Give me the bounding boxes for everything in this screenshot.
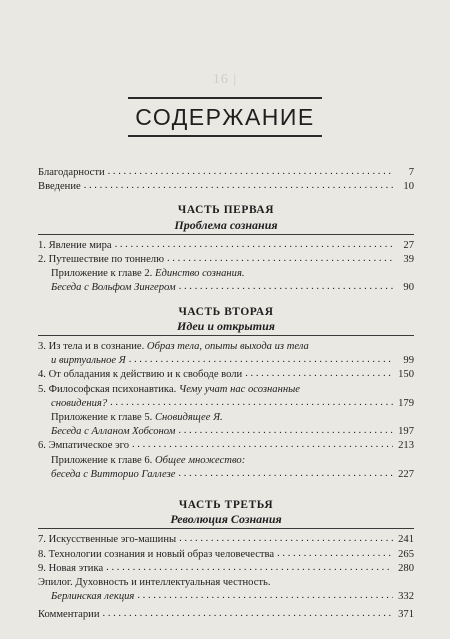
part-title: Проблема сознания [174,217,278,232]
entry-title: 9. Новая этика [38,562,104,574]
table-of-contents [38,166,414,623]
entry-title-line2 [38,590,414,604]
leader-dots [167,253,393,267]
toc-entry-comments [38,608,414,622]
entry-page: 213 [398,440,414,452]
entry-page: 332 [398,591,414,603]
entry-subtitle: сновидения? [51,397,108,409]
entry-title: Введение [38,181,81,193]
leader-dots [115,239,393,253]
leader-dots [108,166,393,180]
entry-page: 227 [398,468,414,480]
leader-dots [84,180,393,194]
part-label: ЧАСТЬ ТРЕТЬЯ [178,499,274,512]
entry-page: 27 [403,239,414,251]
entry-page: 265 [398,548,414,560]
entry-title: 4. От обладания к действию и к свободе воли [38,369,243,381]
toc-entry-ch8 [38,548,414,562]
leader-dots [106,562,393,576]
toc-entry-ch4 [38,368,414,382]
entry-prefix: 5. Философская психонавтика. [38,383,179,395]
entry-page: 10 [403,181,414,193]
part-rule [38,335,414,336]
toc-entry-epilogue [38,576,414,604]
entry-title: 7. Искусственные эго-машины [38,534,177,546]
leader-dots [110,397,393,411]
entry-page: 7 [408,167,414,178]
leader-dots [137,590,393,604]
entry-subtitle: Беседа с Вольфом Зингером [51,282,176,294]
entry-title: 1. Явление мира [38,239,112,251]
leader-dots [245,369,393,383]
part-heading-1 [38,203,414,231]
entry-page: 179 [398,397,414,409]
entry-title: 8. Технологии сознания и новый образ человечества [38,548,275,560]
entry-subtitle: беседа с Витторио Галлезе [51,468,176,480]
toc-entry-ch7 [38,533,414,547]
entry-page: 39 [403,254,414,266]
entry-title-line1 [51,454,414,468]
title-rule-bottom [128,135,322,137]
entry-title-line1 [51,411,414,425]
entry-page: 99 [403,355,414,367]
page-title: СОДЕРЖАНИЕ [135,104,315,130]
entry-page: 371 [398,609,414,621]
leader-dots [277,548,393,562]
entry-title-line2 [51,281,414,295]
entry-title-line2 [38,354,414,368]
entry-page: 241 [398,534,414,546]
entry-title-line1 [38,383,414,397]
toc-entry-acknowledgements [38,166,414,180]
entry-subtitle: Беседа с Алланом Хобсоном [51,426,176,438]
entry-subtitle: Берлинская лекция [51,591,135,603]
leader-dots [178,425,393,439]
entry-page: 197 [398,426,414,438]
toc-entry-appendix-ch2 [38,267,414,295]
entry-title-line1 [38,340,414,354]
toc-entry-appendix-ch5 [38,411,414,439]
part-title: Идеи и открытия [177,318,275,333]
toc-entry-ch5 [38,383,414,411]
leader-dots [103,609,393,623]
leader-dots [129,354,393,368]
entry-title-line2 [38,397,414,411]
entry-title-line2 [51,468,414,482]
toc-entry-ch3 [38,340,414,368]
title-block [128,97,322,137]
entry-title: Благодарности [38,167,105,178]
toc-entry-appendix-ch6 [38,454,414,482]
part-heading-3 [38,498,414,526]
entry-page: 150 [398,369,414,381]
entry-italic-title: Сновидящее Я. [154,412,223,424]
entry-prefix: Приложение к главе 2. [51,268,155,280]
part-label: ЧАСТЬ ВТОРАЯ [178,305,274,318]
leader-dots [178,468,393,482]
part-title: Революция Сознания [170,512,282,527]
toc-entry-introduction [38,180,414,194]
entry-title: 6. Эмпатическое эго [38,440,129,452]
leader-dots [179,282,393,296]
entry-italic-title: Образ тела, опыты выхода из тела [146,341,309,353]
toc-entry-ch9 [38,562,414,576]
entry-italic-title: Чему учат нас осознанные [178,383,300,395]
toc-entry-ch2 [38,253,414,267]
entry-prefix: 3. Из тела и в сознание. [38,341,147,353]
entry-prefix: Приложение к главе 6. [51,454,155,466]
entry-subtitle: и виртуальное Я [51,355,126,367]
entry-italic-title: Единство сознания. [154,268,245,280]
toc-entry-ch6 [38,439,414,453]
leader-dots [179,534,393,548]
leader-dots [132,440,393,454]
part-rule [38,234,414,235]
part-rule [38,528,414,529]
entry-title-line1: Эпилог. Духовность и интеллектуальная честность. [38,577,271,589]
entry-title-line1 [51,267,414,281]
entry-italic-title: Общее множество: [154,454,246,466]
page-folio: 16 | [212,72,238,87]
entry-title: 2. Путешествие по тоннелю [38,254,164,266]
part-label: ЧАСТЬ ПЕРВАЯ [177,204,275,217]
entry-prefix: Приложение к главе 5. [51,412,155,424]
entry-page: 280 [398,562,414,574]
part-heading-2 [38,305,414,333]
toc-entry-ch1 [38,239,414,253]
entry-title: Комментарии [38,609,100,621]
entry-title-line2 [51,425,414,439]
entry-page: 90 [403,282,414,294]
